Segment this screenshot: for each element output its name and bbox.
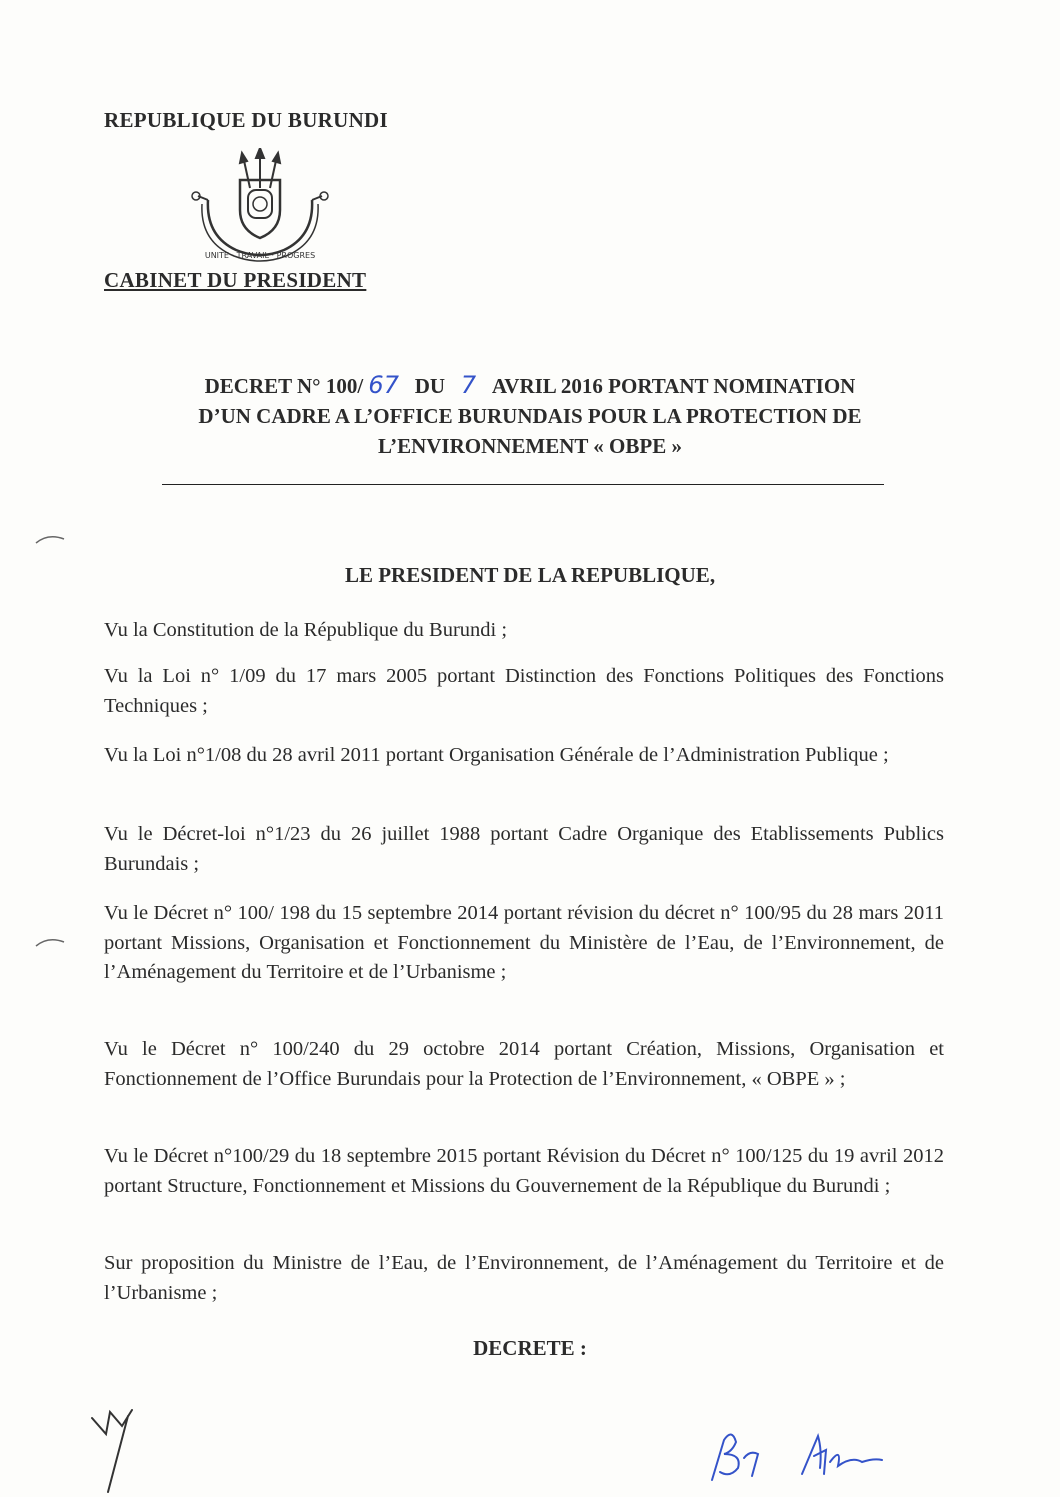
decree-title	[100, 370, 960, 461]
cabinet-header: CABINET DU PRESIDENT	[104, 268, 367, 292]
consideration-paragraph: Vu le Décret n°100/29 du 18 septembre 2015 portant Révision du Décret n° 100/125 du 19 avril 2012 portant Structure, Fonctionnement et Missions du Gouvernement de la République du Burundi ;	[104, 1145, 944, 1197]
country-header: REPUBLIQUE DU BURUNDI	[104, 108, 388, 132]
title-suffix: AVRIL 2016 PORTANT NOMINATION	[491, 374, 856, 398]
president-heading: LE PRESIDENT DE LA REPUBLIQUE,	[344, 563, 716, 587]
coat-of-arms-emblem	[188, 148, 333, 266]
handwritten-decree-number: 67	[368, 371, 399, 399]
consideration-paragraph: Vu le Décret-loi n°1/23 du 26 juillet 1988 portant Cadre Organique des Etablissements Publics Burundais ;	[104, 823, 944, 875]
consideration-paragraph: Vu la Loi n° 1/09 du 17 mars 2005 portant Distinction des Fonctions Politiques des Fonctions Techniques ;	[104, 665, 944, 717]
handwritten-initials-right	[702, 1420, 902, 1490]
consideration-paragraph: Sur proposition du Ministre de l’Eau, de l’Environnement, de l’Aménagement du Territoire et de l’Urbanisme ;	[104, 1252, 944, 1304]
title-du: DU	[414, 374, 446, 398]
title-prefix: DECRET N° 100/	[204, 374, 364, 398]
title-line-1	[100, 370, 960, 401]
consideration-paragraph: Vu le Décret n° 100/ 198 du 15 septembre 2014 portant révision du décret n° 100/95 du 28 mars 2011 portant Missions, Organisation et Fonctionnement du Ministère de l’Eau, de l’Environnement, de l’Aménagement du Territoire et de l’Urbanisme ;	[104, 902, 944, 983]
consideration-paragraph: Vu la Loi n°1/08 du 28 avril 2011 portant Organisation Générale de l’Administration Publique ;	[104, 744, 889, 766]
consideration-paragraph: Vu le Décret n° 100/240 du 29 octobre 2014 portant Création, Missions, Organisation et Fonctionnement de l’Office Burundais pour la Protection de l’Environnement, « OBPE » ;	[104, 1038, 944, 1090]
handwritten-initial-left	[88, 1404, 148, 1494]
consideration-paragraph: Vu la Constitution de la République du Burundi ;	[104, 619, 508, 641]
handwritten-day: 7	[460, 371, 477, 399]
title-line-3: L’ENVIRONNEMENT « OBPE »	[378, 434, 682, 458]
title-underline-rule	[162, 484, 884, 485]
emblem-motto: UNITE · TRAVAIL · PROGRES	[204, 251, 316, 260]
punch-hole-mark	[34, 934, 66, 950]
title-line-2: D’UN CADRE A L’OFFICE BURUNDAIS POUR LA PROTECTION DE	[198, 404, 862, 428]
punch-hole-mark	[34, 531, 66, 547]
decrete-heading: DECRETE :	[473, 1336, 587, 1360]
